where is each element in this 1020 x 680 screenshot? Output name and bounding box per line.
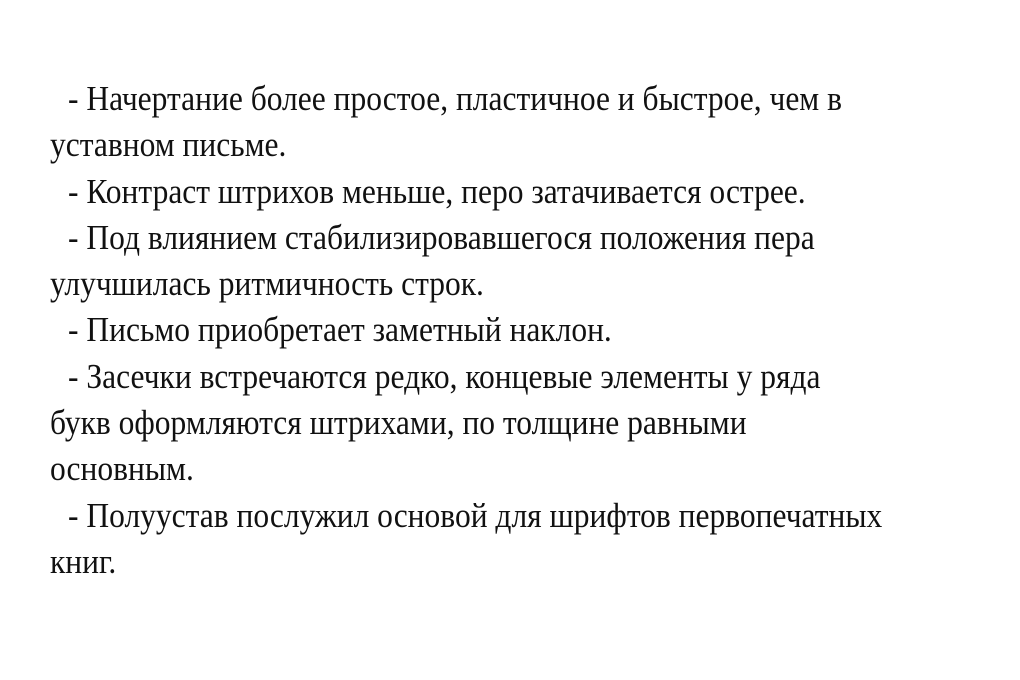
- paragraph-5: - Засечки встречаются редко, концевые элементы у ряда букв оформляются штрихами, по толщине равными основным.: [50, 356, 821, 489]
- paragraph-1: - Начертание более простое, пластичное и быстрое, чем в уставном письме.: [50, 79, 842, 165]
- paragraph-2: - Контраст штрихов меньше, перо затачивается острее.: [68, 171, 806, 211]
- paragraph-4: - Письмо приобретает заметный наклон.: [68, 310, 612, 350]
- paragraph-6: - Полуустав послужил основой для шрифтов первопечатных книг.: [50, 495, 883, 581]
- body-text: [50, 76, 887, 585]
- paragraph-3: - Под влиянием стабилизировавшегося положения пера улучшилась ритмичность строк.: [50, 217, 815, 304]
